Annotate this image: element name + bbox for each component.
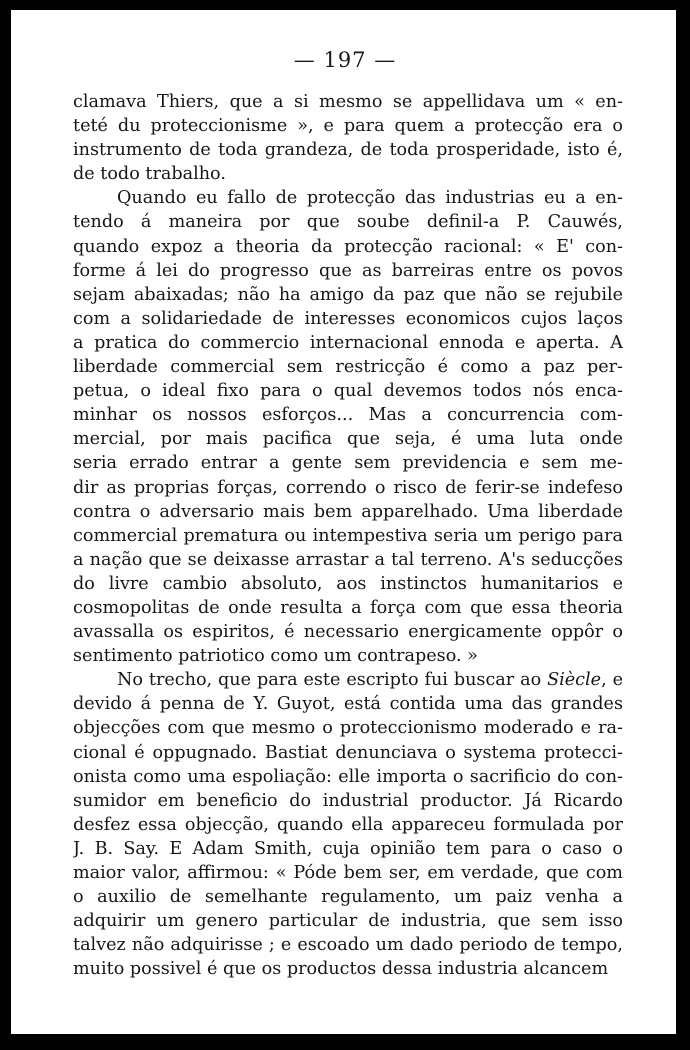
text-line: muito possivel é que os productos dessa industria alcancem: [73, 959, 609, 980]
book-page: [11, 10, 676, 1034]
text-line: sentimento patriotico como um contrapeso. »: [73, 646, 478, 667]
text-line-with-italic: No trecho, que para este escripto fui buscar ao Siècle, e: [117, 670, 623, 691]
text-line: com a solidariedade de interesses economicos cujos laços: [73, 308, 623, 329]
text-line: instrumento de toda grandeza, de toda prosperidade, isto é,: [73, 140, 623, 161]
paragraph-2: [73, 186, 623, 668]
text-line: quando expoz a theoria da protecção racional: « E' con-: [73, 236, 623, 257]
paragraph-1: [73, 90, 623, 186]
text-line: minhar os nossos esforços... Mas a concurrencia com-: [73, 405, 623, 426]
text-line: sejam abaixadas; não ha amigo da paz que não se rejubile: [73, 284, 623, 305]
text-line: talvez não adquirisse ; e escoado um dado periodo de tempo,: [73, 935, 623, 956]
text-line: commercial prematura ou intempestiva seria um perigo para: [73, 525, 623, 546]
text-line: J. B. Say. E Adam Smith, cuja opinião tem para o caso o: [73, 838, 623, 859]
text-line: seria errado entrar a gente sem previdencia e sem me-: [73, 453, 623, 474]
text-line: objecções com que mesmo o proteccionismo moderado e ra-: [73, 718, 623, 739]
text-line: desfez essa objecção, quando ella appareceu formulada por: [73, 814, 623, 835]
text-line: petua, o ideal fixo para o qual devemos todos nós enca-: [73, 381, 623, 402]
italic-title: Siècle: [547, 670, 602, 691]
text-line: liberdade commercial sem restricção é como a paz per-: [73, 357, 623, 378]
text-line: contra o adversario mais bem apparelhado. Uma liberdade: [73, 501, 623, 522]
text-line: a pratica do commercio internacional ennoda e aperta. A: [73, 332, 623, 353]
text-line: onista como uma espoliação: elle importa o sacrificio do con-: [73, 766, 623, 787]
text-line: tendo á maneira por que soube definil-a P. Cauwés,: [73, 212, 623, 233]
text-line: clamava Thiers, que a si mesmo se appellidava um « en-: [73, 92, 623, 112]
text-line: o auxilio de semelhante regulamento, um paiz venha a: [73, 887, 623, 908]
page-number: — 197 —: [293, 48, 397, 72]
text-line: cional é oppugnado. Bastiat denunciava o systema protecci-: [73, 742, 623, 763]
text-line: cosmopolitas de onde resulta a força com que essa theoria: [73, 597, 623, 618]
text-line: devido á penna de Y. Guyot, está contida uma das grandes: [73, 694, 623, 715]
text-line: avassalla os espiritos, é necessario energicamente oppôr o: [73, 622, 623, 643]
text-line: a nação que se deixasse arrastar a tal terreno. A's seducções: [73, 549, 623, 570]
text-line: dir as proprias forças, correndo o risco de ferir-se indefeso: [73, 477, 623, 498]
text-line: adquirir um genero particular de industria, que sem isso: [73, 911, 623, 932]
body-text: [73, 90, 623, 981]
text-line: mercial, por mais pacifica que seja, é uma luta onde: [73, 429, 623, 450]
paragraph-3: [73, 668, 623, 981]
text-line: teté du proteccionisme », e para quem a protecção era o: [73, 116, 623, 137]
text-line: do livre cambio absoluto, aos instinctos humanitarios e: [73, 573, 623, 594]
text-line: maior valor, affirmou: « Póde bem ser, em verdade, que com: [73, 863, 623, 883]
text-line: sumidor em beneficio do industrial productor. Já Ricardo: [73, 790, 623, 811]
text-line: Quando eu fallo de protecção das industrias eu a en-: [117, 188, 623, 209]
text-line: forme á lei do progresso que as barreiras entre os povos: [73, 260, 623, 281]
text-line: de todo trabalho.: [73, 164, 226, 185]
